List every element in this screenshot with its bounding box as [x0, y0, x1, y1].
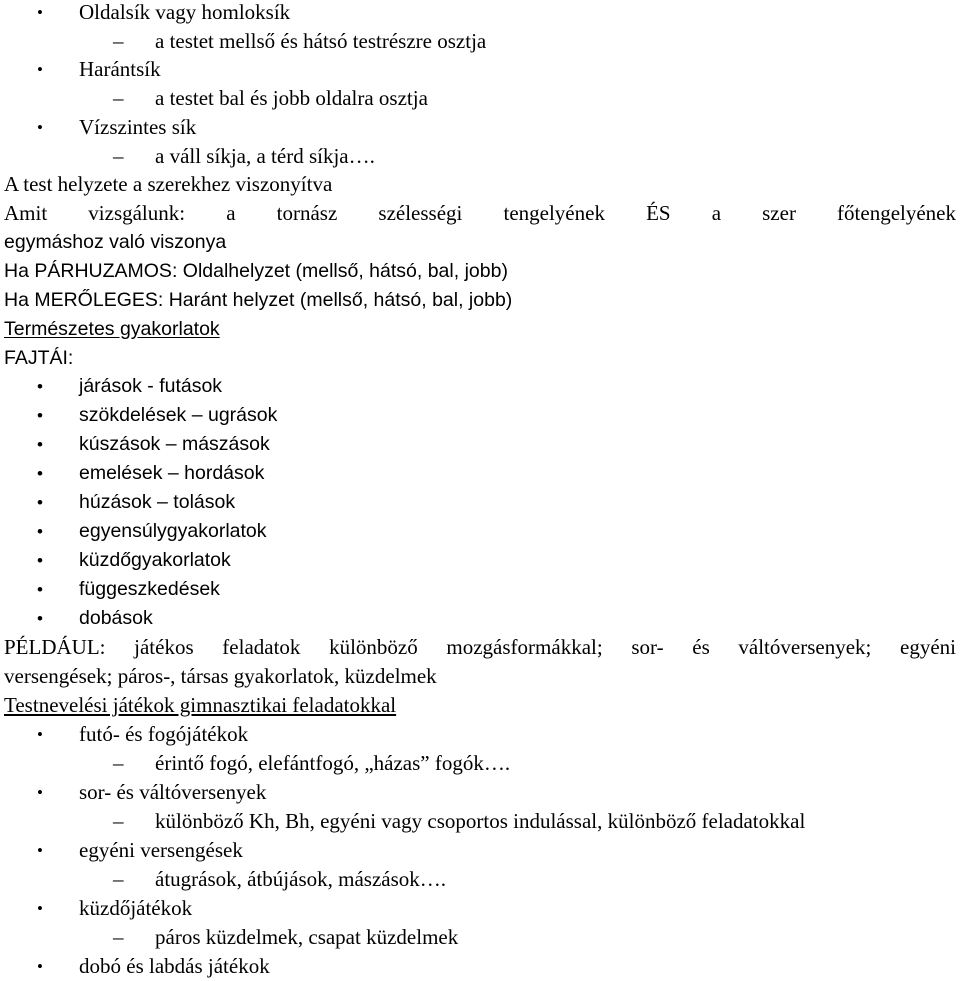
- sub-list-item-text: a váll síkja, a térd síkja….: [155, 144, 375, 168]
- list-item-text: szökdelések – ugrások: [79, 404, 278, 426]
- bullet-icon: •: [37, 580, 43, 599]
- list-item-text: járások - futások: [79, 375, 223, 397]
- types-label: FAJTÁI:: [4, 347, 74, 369]
- dash-icon: –: [113, 925, 124, 949]
- list-item-text: Oldalsík vagy homloksík: [79, 0, 291, 24]
- games-heading: Testnevelési játékok gimnasztikai feladatokkal: [4, 693, 397, 717]
- list-item-text: egyensúlygyakorlatok: [79, 520, 267, 542]
- bullet-icon: •: [37, 609, 43, 628]
- list-item-text: Vízszintes sík: [79, 115, 197, 139]
- list-item-text: küzdőjátékok: [79, 896, 193, 920]
- list-item-text: küzdőgyakorlatok: [79, 549, 231, 571]
- dash-icon: –: [113, 751, 124, 775]
- list-item-text: egyéni versengések: [79, 838, 243, 862]
- sub-list-item-text: a testet bal és jobb oldalra osztja: [155, 86, 428, 110]
- bullet-icon: •: [37, 841, 43, 860]
- dash-icon: –: [113, 144, 124, 168]
- bullet-icon: •: [37, 522, 43, 541]
- bullet-icon: •: [37, 783, 43, 802]
- bullet-icon: •: [37, 60, 43, 79]
- bullet-icon: •: [37, 3, 43, 22]
- dash-icon: –: [113, 867, 124, 891]
- bullet-icon: •: [37, 118, 43, 137]
- dash-icon: –: [113, 809, 124, 833]
- bullet-icon: •: [37, 377, 43, 396]
- list-item-text: emelések – hordások: [79, 462, 265, 484]
- bullet-icon: •: [37, 957, 43, 976]
- dash-icon: –: [113, 29, 124, 53]
- position-heading: A test helyzete a szerekhez viszonyítva: [4, 172, 333, 196]
- list-item-text: húzások – tolások: [79, 491, 236, 513]
- sub-list-item-text: érintő fogó, elefántfogó, „házas” fogók….: [155, 751, 511, 775]
- bullet-icon: •: [37, 435, 43, 454]
- list-item-text: kúszások – mászások: [79, 433, 270, 455]
- list-item-text: dobások: [79, 607, 153, 629]
- list-item-text: Harántsík: [79, 57, 161, 81]
- parallel-line: Ha PÁRHUZAMOS: Oldalhelyzet (mellső, hátsó, bal, jobb): [4, 260, 508, 282]
- dash-icon: –: [113, 86, 124, 110]
- bullet-icon: •: [37, 493, 43, 512]
- bullet-icon: •: [37, 899, 43, 918]
- list-item-text: futó- és fogójátékok: [79, 722, 249, 746]
- natural-exercises-heading: Természetes gyakorlatok: [4, 318, 220, 340]
- position-paragraph-line-2: egymáshoz való viszonya: [4, 231, 227, 253]
- sub-list-item-text: átugrások, átbújások, mászások….: [155, 867, 447, 891]
- sub-list-item-text: páros küzdelmek, csapat küzdelmek: [155, 925, 459, 949]
- bullet-icon: •: [37, 406, 43, 425]
- position-paragraph-line-1: Amit vizsgálunk: a tornász szélességi tengelyének ÉS a szer főtengelyének: [4, 201, 956, 225]
- examples-line-2: versengések; páros-, társas gyakorlatok, küzdelmek: [4, 664, 437, 688]
- list-item-text: dobó és labdás játékok: [79, 954, 270, 978]
- bullet-icon: •: [37, 551, 43, 570]
- perpendicular-line: Ha MERŐLEGES: Haránt helyzet (mellső, hátsó, bal, jobb): [4, 289, 513, 311]
- list-item-text: függeszkedések: [79, 578, 220, 600]
- sub-list-item-text: különböző Kh, Bh, egyéni vagy csoportos indulással, különböző feladatokkal: [155, 809, 806, 833]
- bullet-icon: •: [37, 725, 43, 744]
- examples-line-1: PÉLDÁUL: játékos feladatok különböző mozgásformákkal; sor- és váltóversenyek; egyéni: [4, 635, 956, 659]
- bullet-icon: •: [37, 464, 43, 483]
- list-item-text: sor- és váltóversenyek: [79, 780, 267, 804]
- sub-list-item-text: a testet mellső és hátsó testrészre osztja: [155, 29, 487, 53]
